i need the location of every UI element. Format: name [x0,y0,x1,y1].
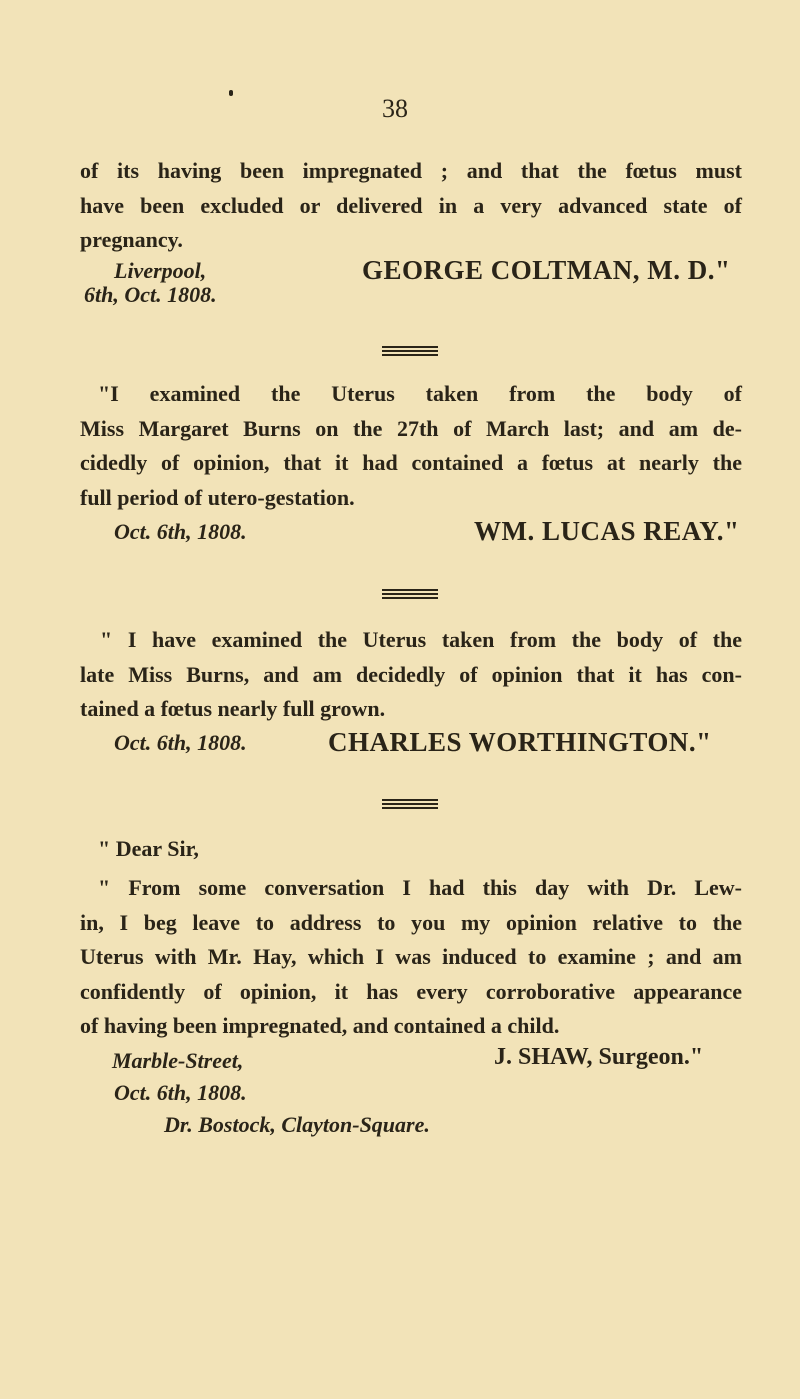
salutation: " Dear Sir, [98,836,199,861]
addressee: Dr. Bostock, Clayton-Square. [164,1112,430,1137]
text-line: " I have examined the Uterus taken from the body of the [100,627,742,652]
text-line: of having been impregnated, and contained a child. [80,1013,560,1038]
section-divider [382,589,438,603]
reay-paragraph [80,377,742,515]
signature: GEORGE COLTMAN, M. D." [362,255,731,285]
text-line: "I examined the Uterus taken from the body of [98,381,742,406]
coltman-paragraph [80,154,742,258]
signature: J. SHAW, Surgeon." [494,1044,704,1070]
place-line: Marble-Street, [112,1048,244,1073]
text-line: " From some conversation I had this day with Dr. Lew- [98,875,742,900]
date-line: Oct. 6th, 1808. [114,730,247,755]
text-line: Uterus with Mr. Hay, which I was induced to examine ; and am [80,944,742,969]
section-divider [382,799,438,813]
date-line: Oct. 6th, 1808. [114,519,247,544]
text-line: have been excluded or delivered in a very advanced state of [80,192,742,218]
text-line: confidently of opinion, it has every corroborative appearance [80,978,742,1004]
text-line: late Miss Burns, and am decidedly of opinion that it has con- [80,661,742,687]
text-line: of its having been impregnated ; and that the fœtus must [80,158,742,183]
page-number: 38 [382,94,408,123]
text-line: Miss Margaret Burns on the 27th of March last; and am de- [80,415,742,441]
section-divider [382,346,438,360]
text-line: cidedly of opinion, that it had contained a fœtus at nearly the [80,450,742,475]
shaw-paragraph [80,871,742,1044]
text-line: full period of utero-gestation. [80,484,355,510]
place-line: Liverpool, [114,258,207,283]
ink-speck [229,90,233,96]
text-line: tained a fœtus nearly full grown. [80,696,386,721]
date-line: 6th, Oct. 1808. [84,282,217,307]
worthington-paragraph [80,623,742,727]
signature: WM. LUCAS REAY." [474,516,740,546]
text-line: pregnancy. [80,227,183,252]
date-line: Oct. 6th, 1808. [114,1080,247,1105]
text-line: in, I beg leave to address to you my opinion relative to the [80,909,742,935]
signature: CHARLES WORTHINGTON." [328,727,712,757]
